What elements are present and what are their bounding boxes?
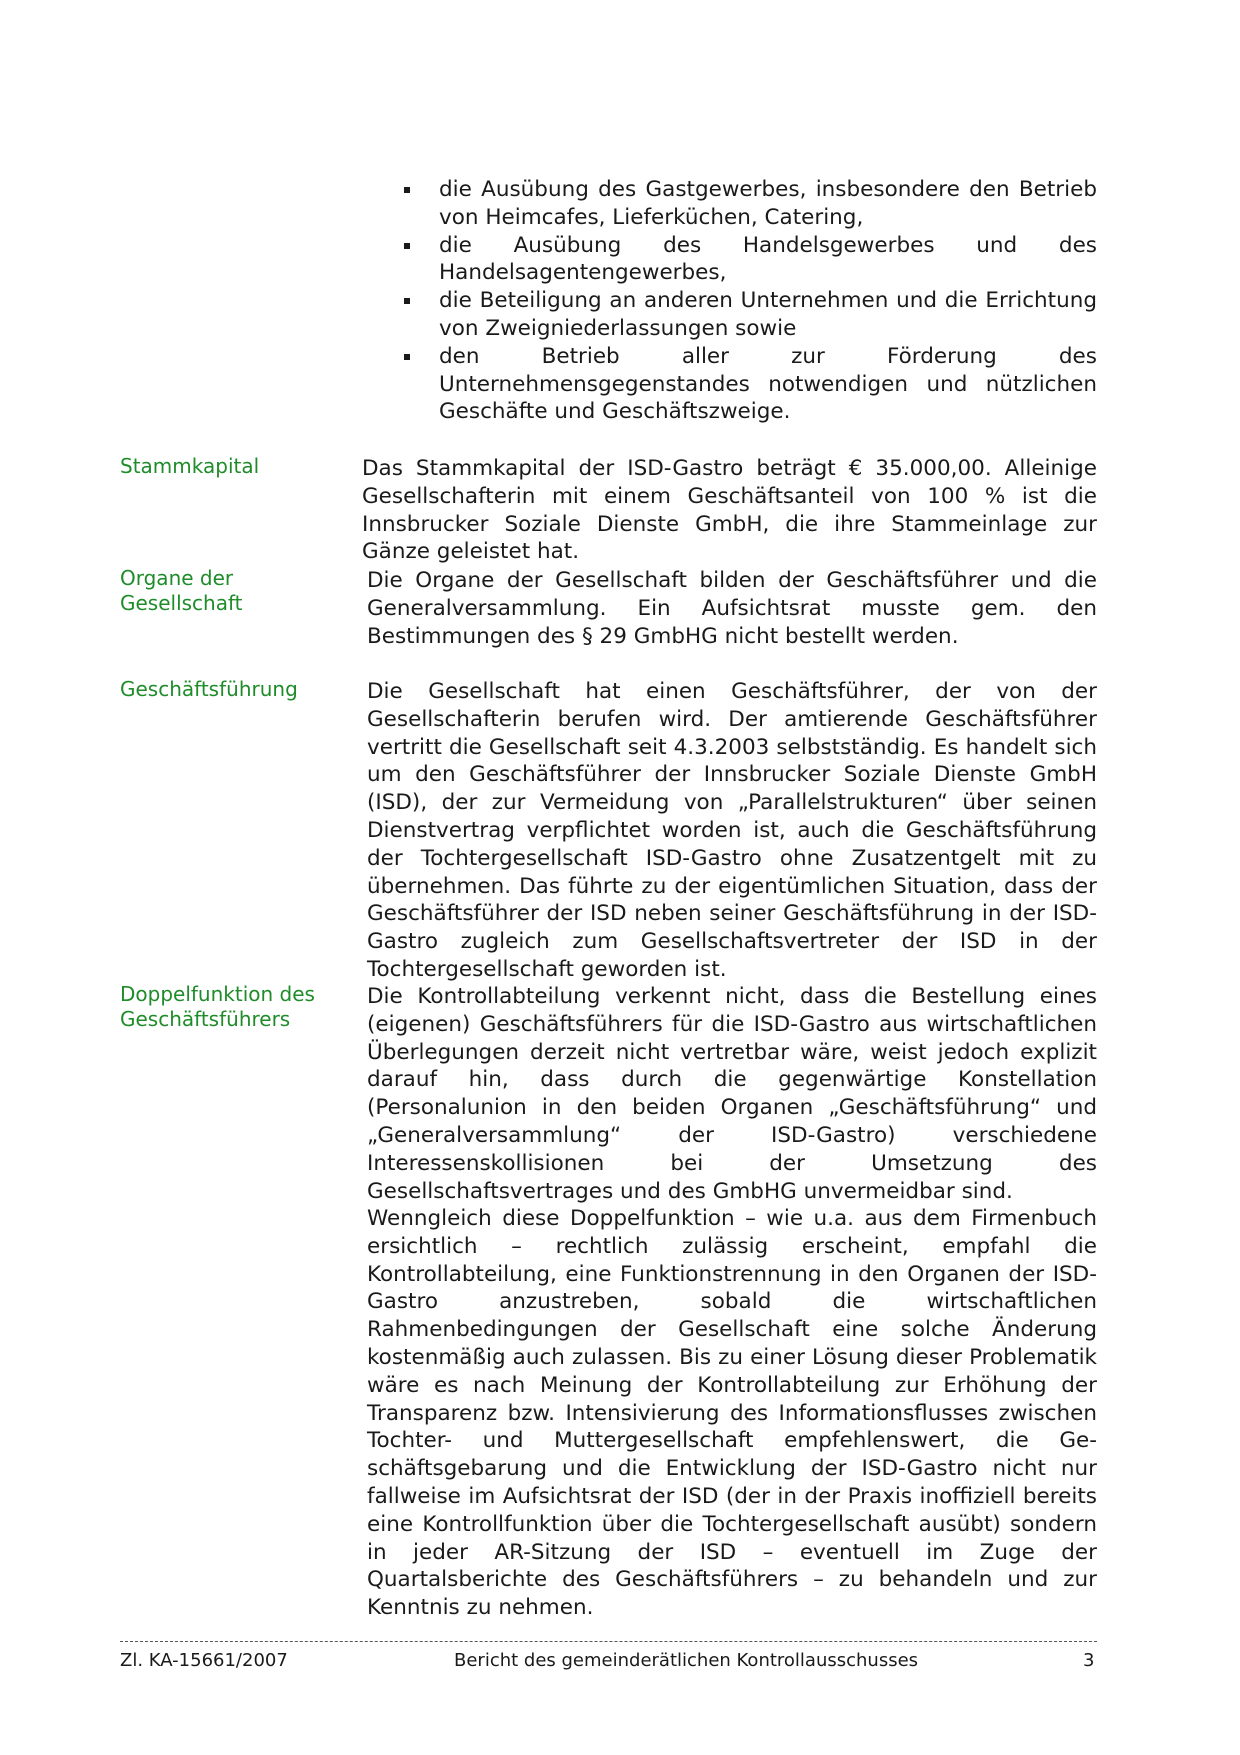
list-item-text: den Betrieb aller zur Förderung des Unternehmensgegenstandes notwendigen und nützlichen Geschäfte und Geschäftszweige.	[439, 343, 1097, 425]
square-bullet-icon	[404, 354, 410, 360]
square-bullet-icon	[404, 298, 410, 304]
list-item	[397, 232, 1097, 288]
geschaeftsfuehrung-paragraph: Die Gesellschaft hat einen Geschäftsführer, der von der Gesellschafterin berufen wird. Der amtierende Geschäftsführer vertritt die Gesellschaft seit 4.3.2003 selbstständig. Es handelt sich um den Geschäftsführer der Innsbrucker Soziale Dienste GmbH (ISD), der zur Vermeidung von „Parallelstrukturen“ über seinen Dienstvertrag verpflichtet worden ist, auch die Geschäftsführung der Tochtergesellschaft ISD-Gastro ohne Zusatzentgelt mit zu übernehmen. Das führte zu der eigentümlichen Situation, dass der Geschäftsführer der ISD neben seiner Geschäftsführung in der ISD-Gastro zugleich zum Gesellschaftsvertreter der ISD in der Tochtergesellschaft geworden ist.	[367, 679, 1097, 982]
list-item-text: die Ausübung des Gastgewerbes, insbesondere den Betrieb von Heimcafes, Lieferküchen, Catering,	[439, 177, 1097, 230]
list-item	[397, 287, 1097, 343]
doppelfunktion-paragraph-2: Wenngleich diese Doppelfunktion – wie u.a. aus dem Firmenbuch ersichtlich – rechtlich zulässig erscheint, empfahl die Kontrollabteilung, eine Funktionstrennung in den Organen der ISD-Gastro anzustreben, sobald die wirtschaftlichen Rahmenbedingungen der Gesellschaft eine solche Änderung kostenmäßig auch zulassen. Bis zu einer Lösung dieser Problematik wäre es nach Meinung der Kontrollabteilung zur Erhöhung der Transparenz bzw. Intensivierung des Informationsflusses zwischen Tochter- und Muttergesellschaft empfehlenswert, die Geschäftsgebarung und die Entwicklung der ISD-Gastro nicht nur fallweise im Aufsichtsrat der ISD (der in der Praxis inoffiziell bereits eine Kontrollfunktion über die Tochtergesellschaft ausübt) sondern in jeder AR-Sitzung der ISD – eventuell im Zuge der Quartalsberichte des Geschäftsführers – zu behandeln und zur Kenntnis zu nehmen.	[367, 1206, 1097, 1621]
side-label-geschaeftsfuehrung: Geschäftsführung	[120, 677, 298, 701]
list-item-text: die Ausübung des Handelsgewerbes und des Handelsagentengewerbes,	[439, 232, 1097, 286]
side-label-doppelfunktion: Doppelfunktion des Geschäftsführers	[120, 982, 315, 1031]
footer-divider	[120, 1641, 1097, 1642]
footer-reference: Zl. KA-15661/2007	[120, 1650, 288, 1671]
stammkapital-paragraph: Das Stammkapital der ISD-Gastro beträgt € 35.000,00. Alleinige Gesellschafterin mit einem Geschäftsanteil von 100 % ist die Innsbrucker Soziale Dienste GmbH, die ihre Stammeinlage zur Gänze geleistet hat.	[362, 456, 1097, 565]
list-item	[397, 176, 1097, 232]
organe-paragraph: Die Organe der Gesellschaft bilden der Geschäftsführer und die Generalversammlung. Ein Aufsichtsrat musste gem. den Bestimmungen des § 29 GmbHG nicht bestellt werden.	[367, 568, 1097, 649]
side-label-stammkapital: Stammkapital	[120, 454, 260, 478]
business-purpose-list	[397, 176, 1097, 426]
list-item-text: die Beteiligung an anderen Unternehmen und die Errichtung von Zweigniederlassungen sowie	[439, 288, 1097, 341]
side-label-organe: Organe der Gesellschaft	[120, 566, 243, 615]
footer-title: Bericht des gemeinderätlichen Kontrollausschusses	[454, 1650, 919, 1671]
page-number: 3	[1083, 1650, 1095, 1671]
square-bullet-icon	[404, 187, 410, 193]
doppelfunktion-paragraph-1: Die Kontrollabteilung verkennt nicht, dass die Bestellung eines (eigenen) Geschäftsführers für die ISD-Gastro aus wirtschaftlichen Überlegungen derzeit nicht vertretbar wäre, weist jedoch explizit darauf hin, dass durch die gegenwärtige Konstellation (Personalunion in den beiden Organen „Geschäftsführung“ und „Generalversammlung“ der ISD-Gastro) verschiedene Interessenskollisionen bei der Umsetzung des Gesellschaftsvertrages und des GmbHG unvermeidbar sind.	[367, 984, 1097, 1204]
list-item	[397, 343, 1097, 426]
square-bullet-icon	[404, 243, 410, 249]
